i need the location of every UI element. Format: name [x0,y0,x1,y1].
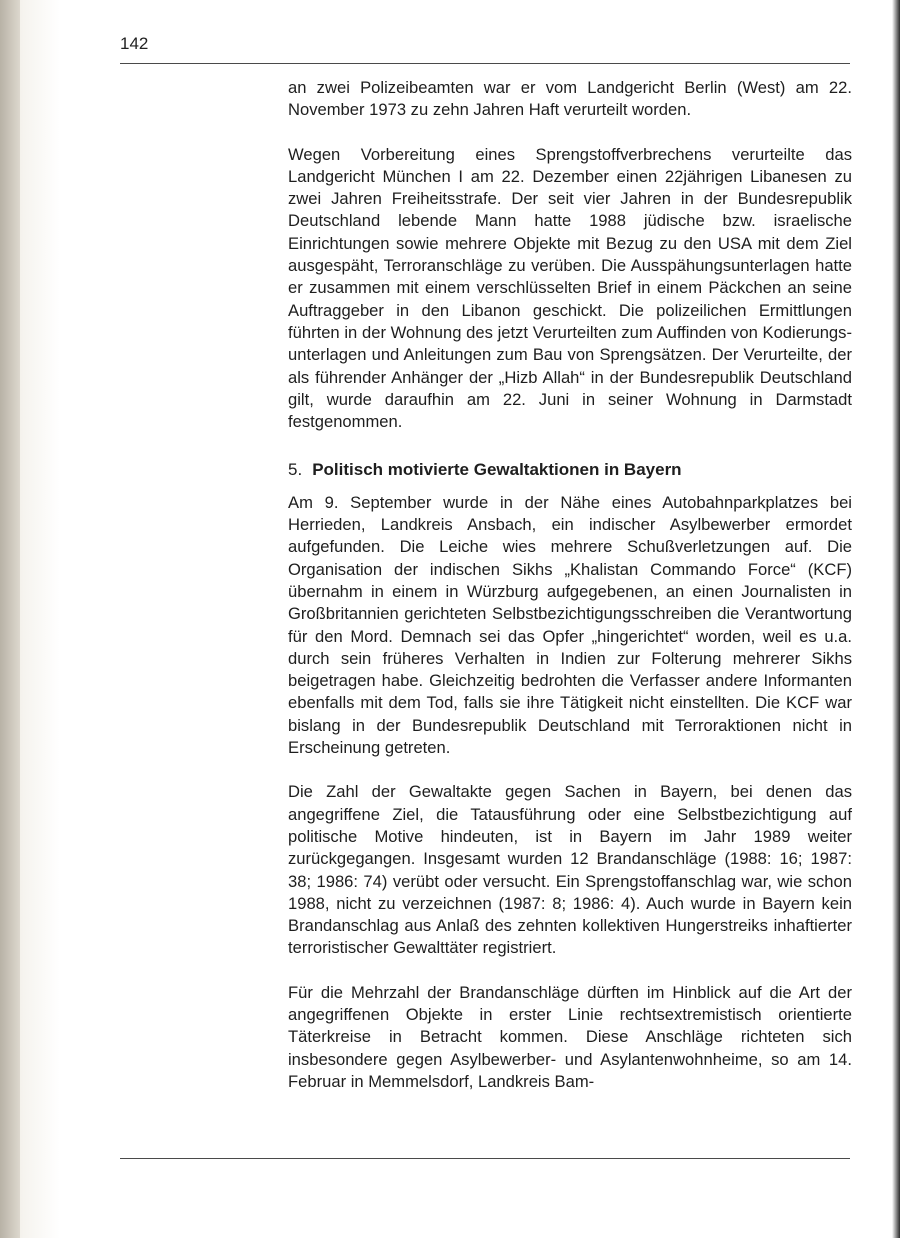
page-edge-shadow [892,0,900,1238]
book-spine-shadow [0,0,20,1238]
section-number: 5. [288,460,303,480]
paragraph: Die Zahl der Gewaltakte gegen Sachen in Bayern, bei denen das angegriffene Ziel, die Tatausführung oder eine Selbstbezichtigung auf politische Motive hindeuten, ist in Bayern im Jahr 1989 weiter zurückgegangen. Insgesamt wurden 12 Brandanschläge (1988: 16; 1987: 38; 1986: 74) verübt oder versucht. Ein Sprengstoffanschlag war, wie schon 1988, nicht zu verzeichnen (1987: 8; 1986: 4). Auch wurde in Bayern kein Brandanschlag aus Anlaß des zehnten kollektiven Hungerstreiks inhaftierter terroristischer Gewalttäter registriert. [288,782,852,958]
paragraph: Für die Mehrzahl der Brandanschläge dürften im Hinblick auf die Art der angegriffenen Objekte in erster Linie rechtsextremistisch orientierte Täterkreise in Betracht kommen. Diese Anschläge richteten sich insbesondere gegen Asylbewerber- und Asylantenwohnheime, so am 14. Februar in Memmelsdorf, Landkreis Bam- [288,982,852,1091]
page-number: 142 [120,34,149,53]
paragraph: an zwei Polizeibeamten war er vom Landgericht Berlin (West) am 22. November 1973 zu zehn Jahren Haft verurteilt worden. [288,78,852,120]
paragraph: Am 9. September wurde in der Nähe eines Autobahnparkplatzes bei Herrieden, Landkreis Ansbach, ein indischer Asylbewerber ermordet aufgefunden. Die Leiche wies mehrere Schußverletzungen auf. Die Organisation der indischen Sikhs „Khalistan Commando Force“ (KCF) übernahm in einem in Würzburg aufgegebenen, an einen Journalisten in Großbritannien gerichteten Selbstbezichtigungsschreiben die Verantwortung für den Mord. Demnach sei das Opfer „hingerichtet“ worden, weil es u.a. durch sein früheres Verhalten in Indien zur Folterung mehrerer Sikhs beigetragen habe. Gleichzeitig bedrohten die Verfasser andere Informanten ebenfalls mit dem Tod, falls sie ihre Tätigkeit nicht einstellten. Die KCF war bislang in der Bundesrepublik Deutschland mit Terroraktionen nicht in Erscheinung getreten. [288,492,852,758]
header-rule [120,63,850,64]
section-title: Politisch motivierte Gewaltaktionen in Bayern [312,460,682,480]
body-text [288,77,852,1115]
section-heading [288,459,852,481]
footer-rule [120,1158,850,1159]
paragraph: Wegen Vorbereitung eines Sprengstoffverbrechens verurteilte das Landgericht München I am 22. Dezember einen 22jährigen Libanesen zu zwei Jahren Freiheitsstrafe. Der seit vier Jahren in der Bundesrepublik Deutschland lebende Mann hatte 1988 jüdische bzw. israelische Einrichtungen sowie mehrere Objekte mit Bezug zu den USA mit dem Ziel ausgespäht, Terroranschläge zu verüben. Die Ausspähungsunterlagen hatte er zusammen mit einem verschlüsselten Brief in einem Päckchen an seine Auftraggeber in den Libanon geschickt. Die polizeilichen Ermittlungen führten in der Wohnung des jetzt Verurteilten zum Auffinden von Kodierungsunterlagen und Anleitungen zum Bau von Sprengsätzen. Der Verurteilte, der als führender Anhänger der „Hizb Allah“ in der Bundesrepublik Deutschland gilt, wurde daraufhin am 22. Juni in seiner Wohnung in Darmstadt festgenommen. [288,144,852,432]
